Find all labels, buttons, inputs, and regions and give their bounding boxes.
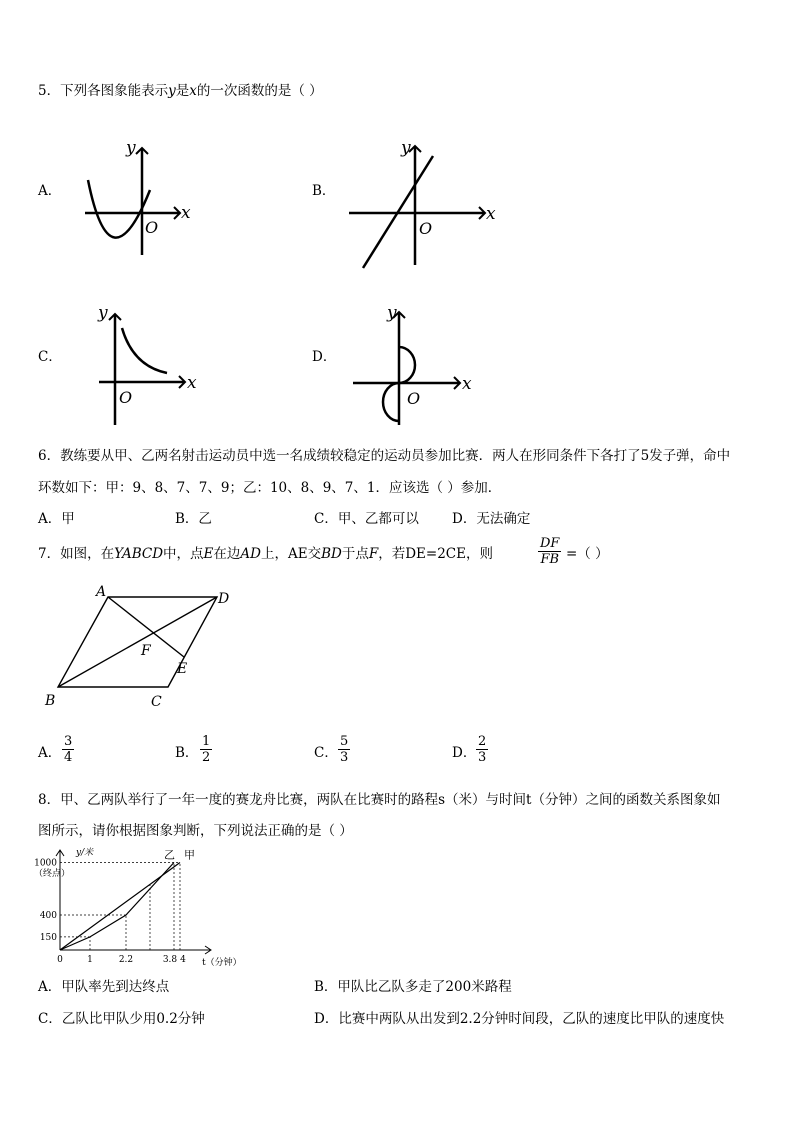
q6-option-a: A．甲 <box>38 511 75 527</box>
q8-option-d: D．比赛中两队从出发到2.2分钟时间段，乙队的速度比甲队的速度快 <box>314 1011 725 1027</box>
q7-stem: 7．如图，在YABCD中，点E在边AD上，AE交BD于点F，若DE=2CE，则 <box>38 546 493 562</box>
svg-text:y: y <box>387 303 397 323</box>
q8-distance-time-chart <box>30 845 270 970</box>
q7-option-d-fraction <box>476 734 488 765</box>
q7-option-d-num: 2 <box>478 734 487 749</box>
q7-option-c-fraction <box>338 734 350 765</box>
q7-option-d-den: 3 <box>478 750 487 765</box>
q8-option-c: C．乙队比甲队少用0.2分钟 <box>38 1011 205 1027</box>
q7-parallelogram-figure <box>40 582 260 722</box>
q6-option-c: C．甲、乙都可以 <box>314 511 419 527</box>
q6-stem-line1: 6．教练要从甲、乙两名射击运动员中选一名成绩较稳定的运动员参加比赛．两人在形同条件下各打了5发子弹，命中 <box>38 448 731 464</box>
svg-text:O: O <box>419 219 433 238</box>
q8-stem-line2: 图所示，请你根据图象判断，下列说法正确的是（ ） <box>38 823 353 839</box>
q7-stem-end: =（ ） <box>566 546 609 562</box>
q7-ratio-numerator: DF <box>540 536 560 551</box>
q7-option-c-num: 5 <box>340 734 349 749</box>
q6-option-b: B．乙 <box>175 511 212 527</box>
q7-option-b-label: B． <box>175 745 199 761</box>
chart-ylabel: y/米 <box>76 848 94 858</box>
chart-xtick-label: 2.2 <box>118 955 134 965</box>
q5-option-c-label: C． <box>38 349 62 365</box>
chart-ytick-label: 150 <box>39 932 57 943</box>
q7-option-b-num: 1 <box>202 734 211 749</box>
q8-option-a: A．甲队率先到达终点 <box>38 979 170 995</box>
q5-graph-a <box>80 140 200 260</box>
chart-y-note: （终点） <box>34 869 71 879</box>
q8-option-b: B．甲队比乙队多走了200米路程 <box>314 979 512 995</box>
svg-text:x: x <box>486 204 496 224</box>
chart-series-label: 甲 <box>184 848 195 862</box>
q7-option-a-den: 4 <box>64 750 73 765</box>
chart-xtick-label: 4 <box>180 955 186 965</box>
svg-text:D: D <box>218 591 230 607</box>
svg-text:O: O <box>407 389 421 408</box>
q7-option-c-label: C． <box>314 745 338 761</box>
chart-xlabel: t（分钟） <box>202 958 242 968</box>
q5-graph-b <box>345 140 505 270</box>
q7-option-a-label: A． <box>38 745 62 761</box>
svg-text:O: O <box>119 388 133 407</box>
q5-graph-d <box>345 300 475 430</box>
q7-option-b-den: 2 <box>202 750 211 765</box>
svg-text:x: x <box>462 374 472 394</box>
svg-text:E: E <box>177 661 188 677</box>
q5-option-a-label: A． <box>38 183 62 199</box>
chart-series-label: 乙 <box>164 848 175 862</box>
q5-graph-c <box>95 300 215 430</box>
q7-ratio-denominator: FB <box>540 552 560 567</box>
q7-option-b-fraction <box>200 734 212 765</box>
svg-text:A: A <box>96 584 107 600</box>
chart-xtick-label: 1 <box>87 955 93 965</box>
q7-option-a-num: 3 <box>64 734 73 749</box>
svg-text:x: x <box>187 373 197 393</box>
q7-option-c-den: 3 <box>340 750 349 765</box>
chart-xtick-label: 0 <box>57 955 63 965</box>
svg-text:y: y <box>401 138 411 158</box>
chart-xtick-label: 3.8 <box>162 955 178 965</box>
svg-text:O: O <box>145 218 159 237</box>
q5-option-b-label: B． <box>312 183 336 199</box>
svg-text:y: y <box>126 138 136 158</box>
svg-text:x: x <box>181 203 191 223</box>
q5-stem: 5．下列各图象能表示y是x的一次函数的是（ ） <box>38 83 323 99</box>
q7-ratio-fraction <box>538 536 561 567</box>
q7-option-a-fraction <box>62 734 74 765</box>
q5-option-d-label: D． <box>312 349 337 365</box>
q7-option-d-label: D． <box>452 745 477 761</box>
svg-text:y: y <box>98 303 108 323</box>
q8-stem-line1: 8．甲、乙两队举行了一年一度的赛龙舟比赛，两队在比赛时的路程s（米）与时间t（分钟）之间的函数关系图象如 <box>38 792 721 808</box>
svg-text:F: F <box>141 643 151 659</box>
chart-ytick-label: 1000 <box>34 858 57 869</box>
q6-option-d: D．无法确定 <box>452 511 531 527</box>
q6-stem-line2: 环数如下：甲：9、8、7、7、9；乙：10、8、9、7、1．应该选（ ）参加． <box>38 480 502 496</box>
svg-text:B: B <box>45 693 56 709</box>
chart-ytick-label: 400 <box>39 911 57 921</box>
svg-text:C: C <box>151 694 162 710</box>
